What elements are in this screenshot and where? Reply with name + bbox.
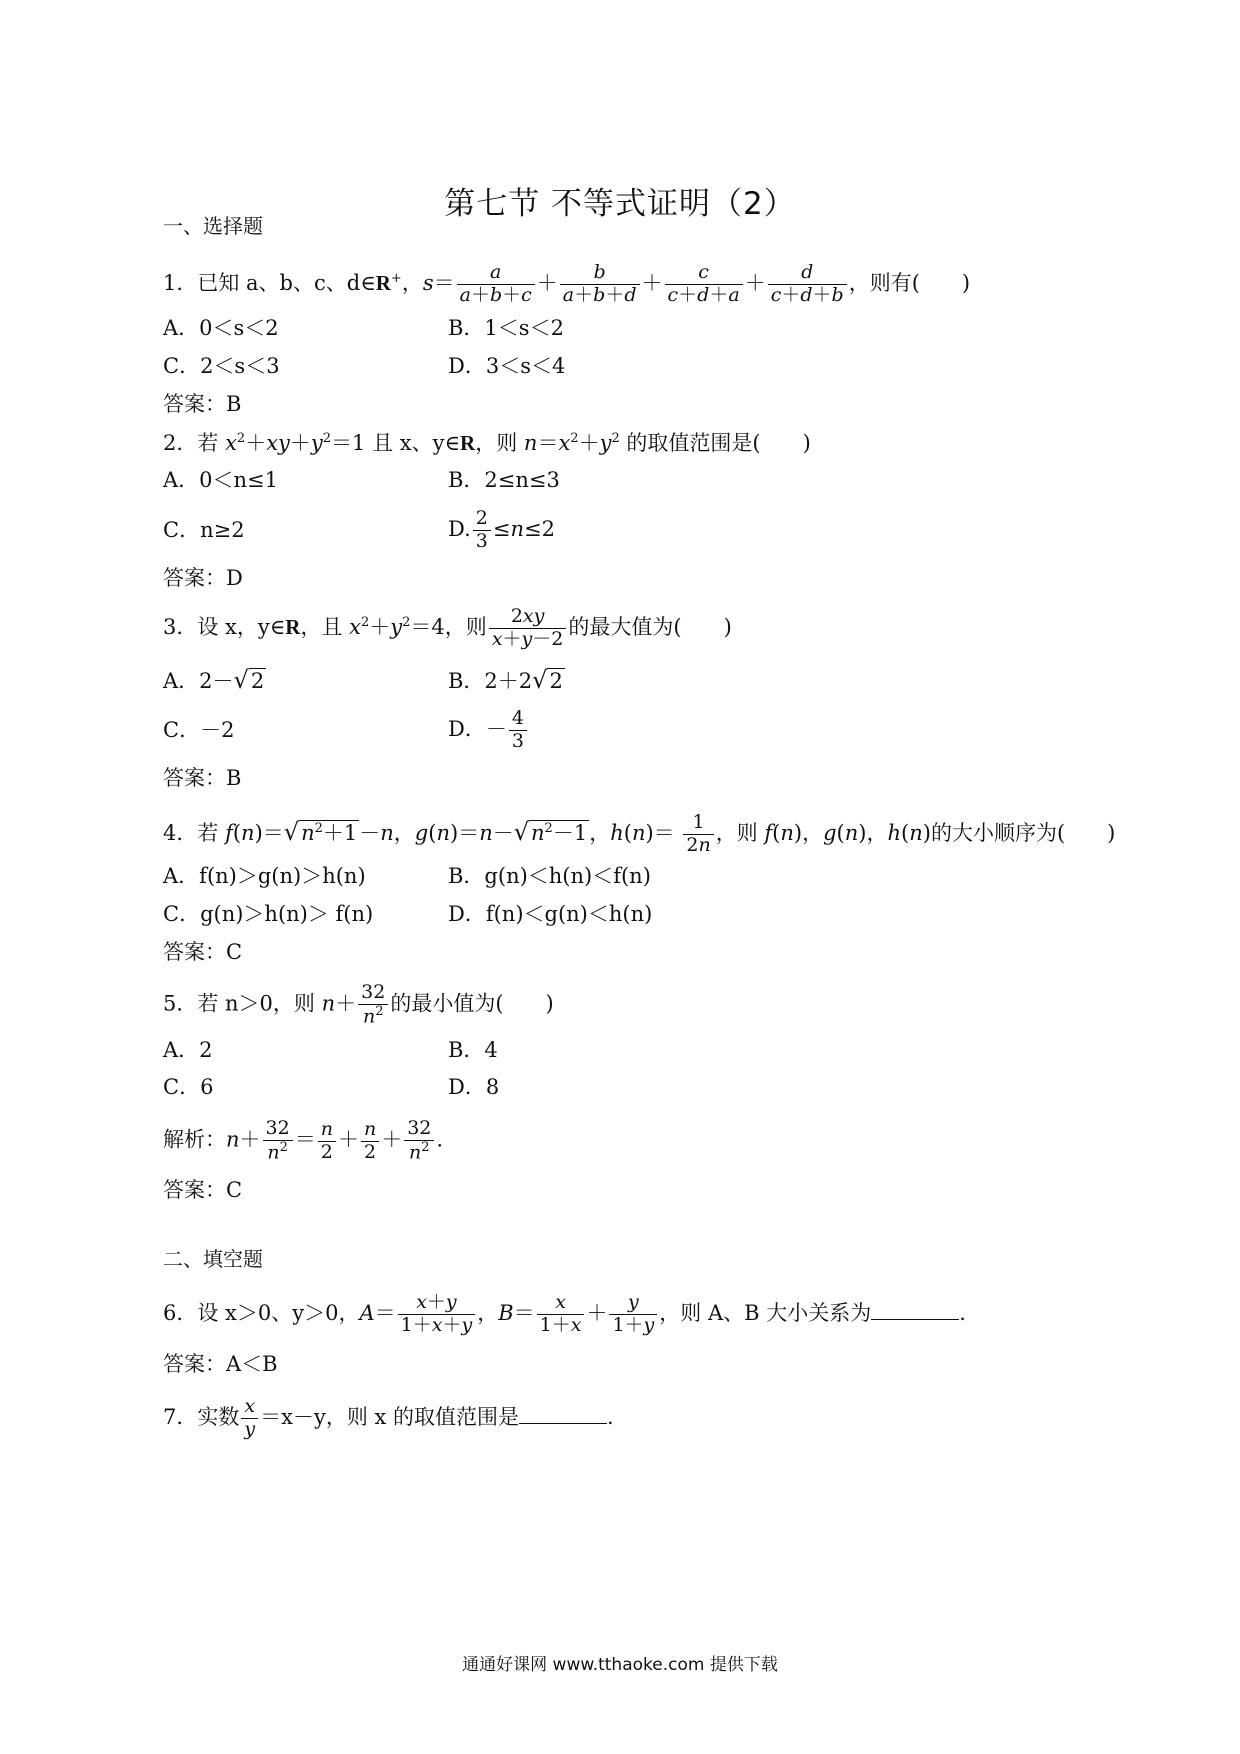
q3-answer: 答案：B [163,766,242,790]
q4-answer: 答案：C [163,940,243,964]
q5-options-row2 [163,1075,500,1099]
page-title: 第七节 不等式证明（2） [444,186,796,222]
question-6: 6．设 x＞0、y＞0，A＝ $\frac{x+y}{1+x+y}$ ，B＝ $\frac{x}{1+x}$ ＋ $\frac{y}{1+y}$ ，则 A、B 大小关系为 . [163,1291,966,1336]
question-4: 4．若 $f(n)=√n^2+1-n$，$g(n)=n-√n^2-1$，h(n)＝ $\frac{1}{2n}$ ，则 f(n)，g(n)，h(n)的大小顺序为( ) [163,811,1116,856]
q1-answer: 答案：B [163,392,242,416]
q6-blank [871,1301,959,1320]
q1-options-row2 [163,354,566,378]
q1-option-d: D．3＜s＜4 [448,354,566,378]
question-7: 7．实数 $\frac{x}{y}$ ＝x－y，则 x 的取值范围是 . [163,1395,614,1440]
q4-options-row1 [163,864,651,888]
q1-option-b: B．1＜s＜2 [448,316,564,340]
question-5: 5．若 n＞0，则 n＋ $\frac{32}{n^2}$ 的最小值为( ) [163,981,554,1028]
section-fill-heading: 二、填空题 [163,1247,263,1271]
q7-blank [519,1405,607,1424]
q5-option-c: C．6 [163,1075,214,1099]
q4-option-a: A．f(n)＞g(n)＞h(n) [163,864,366,888]
q3-options-row2 [163,707,524,752]
q4-option-c: C．g(n)＞h(n)＞ f(n) [163,902,374,926]
q1-option-c: C．2＜s＜3 [163,354,280,378]
q4-option-d: D．f(n)＜g(n)＜h(n) [448,902,653,926]
q5-analysis: 解析：n＋ $\frac{32}{n^2}$ ＝ $\frac{n}{2}$ ＋ $\frac{n}{2}$ ＋ $\frac{32}{n^2}$ . [163,1117,444,1164]
q5-option-a: A．2 [163,1038,213,1062]
question-1: 1．已知 a、b、c、d∈R+，s＝ $\frac{a}{a+b+c}$ ＋ $\frac{b}{a+b+d}$ ＋ $\frac{c}{c+d+a}$ ＋ $\frac{d}{c+d+b}$ ，则有( ) [163,261,971,306]
q3-option-c: C．－2 [163,718,235,742]
page-footer: 通通好课网 www.tthaoke.com 提供下载 [462,1655,778,1675]
q3-option-b: B．2＋2√2 [448,666,563,694]
q4-options-row2 [163,902,653,926]
q3-option-a: A．2－√2 [163,666,265,694]
q2-option-b: B．2≤n≤3 [448,468,560,492]
q4-option-b: B．g(n)＜h(n)＜f(n) [448,864,651,888]
section-choice-heading: 一、选择题 [163,214,263,238]
q2-options-row2 [163,507,555,552]
q2-answer: 答案：D [163,566,243,590]
q5-option-b: B．4 [448,1038,498,1062]
q2-option-c: C．n≥2 [163,518,245,542]
q6-answer: 答案：A＜B [163,1352,278,1376]
question-3: 3．设 x，y∈R，且 $x^2+y^2=4$，则 $\frac{2xy}{x+y-2}$ 的最大值为( ) [163,605,732,650]
q3-option-d: D．－ $\frac{4}{3}$ [448,708,529,753]
q3-options-row1 [163,666,563,694]
q5-answer: 答案：C [163,1178,243,1202]
q2-options-row1 [163,468,560,492]
q1-options-row1 [163,316,564,340]
q2-option-a: A．0＜n≤1 [163,468,279,492]
q1-option-a: A．0＜s＜2 [163,316,279,340]
q5-option-d: D．8 [448,1075,500,1099]
q2-option-d: D. $\frac{2}{3}$ ≤n≤2 [448,507,555,552]
q5-options-row1 [163,1038,498,1062]
question-2: 2．若 $x^2+xy+y^2=1$ 且 x、y∈R，则 $n=x^2+y^2$ 的取值范围是( ) [163,431,811,455]
